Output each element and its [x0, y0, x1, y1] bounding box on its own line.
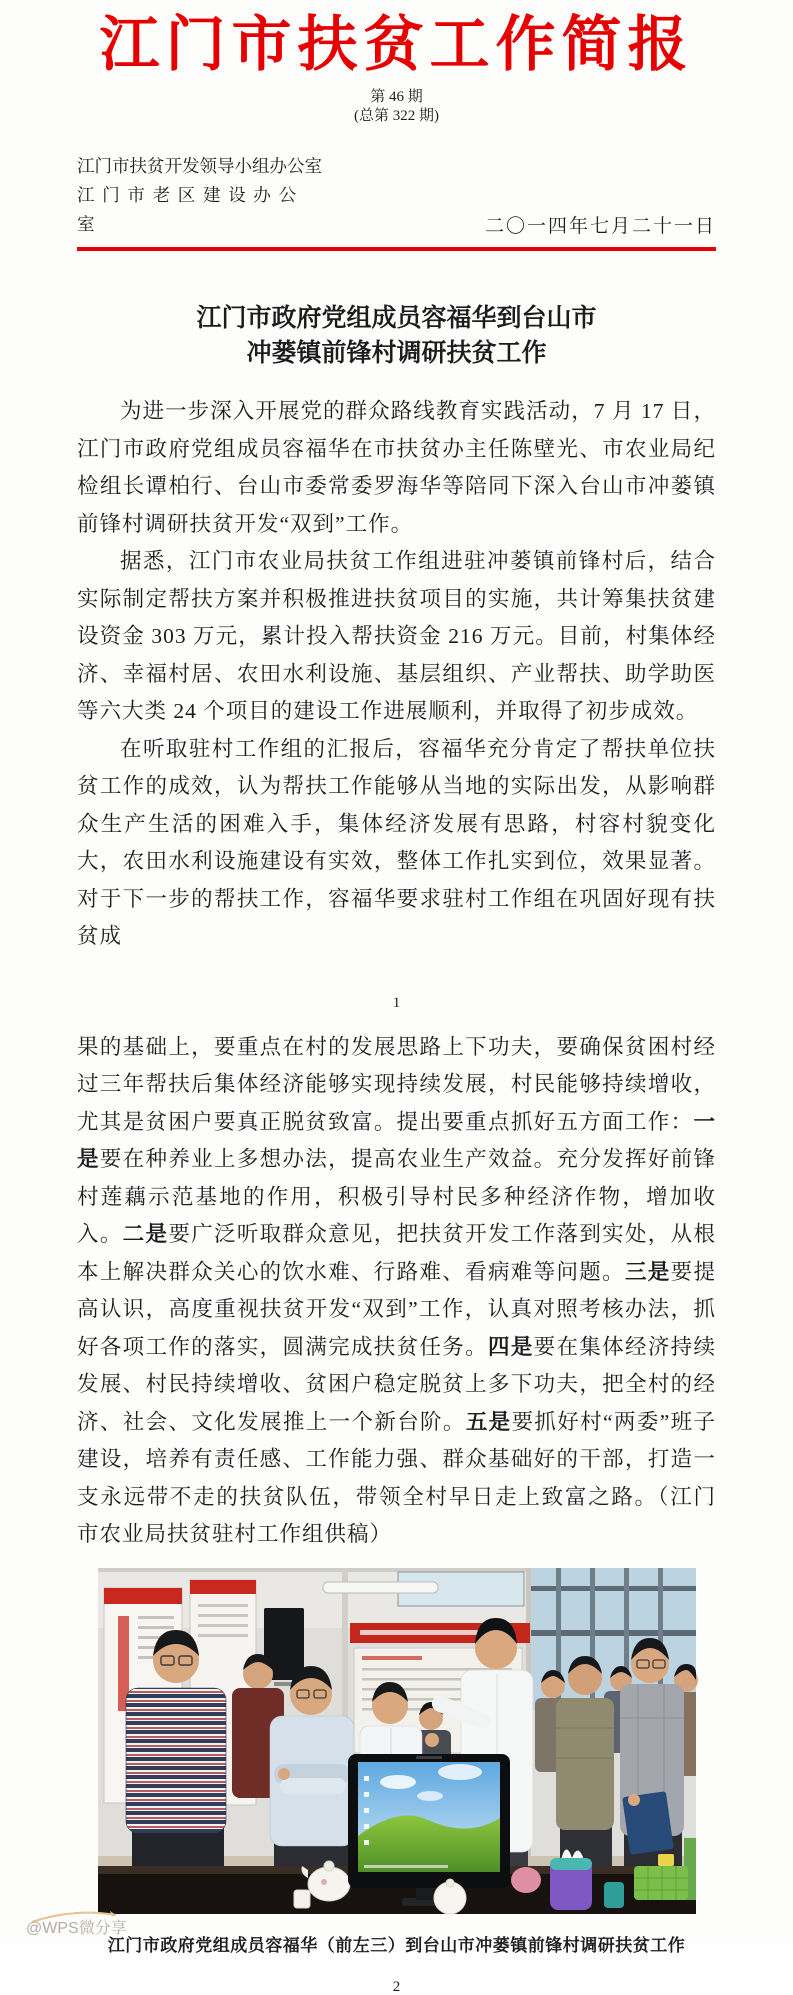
- watermark-label: @WPS微分享: [26, 1920, 127, 1937]
- photo-wrap: [77, 1568, 716, 1919]
- paragraph: 据悉，江门市农业局扶贫工作组进驻冲蒌镇前锋村后，结合实际制定帮扶方案并积极推进扶贫项目的实施，共计筹集扶贫建设资金 303 万元，累计投入帮扶资金 216 万元。目前，村集体经济、幸福村居、农田水利设施、基层组织、产业帮扶、助学助医等六大类 24 个项目的建设工作进展顺利，并取得了初步成效。: [77, 549, 716, 723]
- fluorescent-light: [323, 1582, 438, 1593]
- page-number-2: 2: [392, 1978, 401, 1995]
- masthead-title: 江门市扶贫工作简报: [99, 12, 694, 78]
- paragraph: 在听取驻村工作组的汇报后，容福华充分肯定了帮扶单位扶贫工作的成效，认为帮扶工作能够从当地的实际出发，从影响群众生产生活的困难入手，集体经济发展有思路，村容村貌变化大，农田水利设施建设有实效，整体工作扎实到位，效果显著。对于下一步的帮扶工作，容福华要求驻村工作组在巩固好现有扶贫成: [77, 736, 716, 948]
- news-photo: [98, 1568, 696, 1914]
- article-body-page2: [77, 1029, 716, 1554]
- paragraph: 为进一步深入开展党的群众路线教育实践活动，7 月 17 日，江门市政府党组成员容福华在市扶贫办主任陈壁光、市农业局纪检组长谭柏行、台山市委常委罗海华等陪同下深入台山市冲蒌镇前锋村调研扶贫开发“双到”工作。: [77, 399, 716, 536]
- teacup: [294, 1890, 310, 1908]
- pink-item: [511, 1867, 541, 1893]
- issue-number: 第 46 期: [370, 89, 423, 105]
- article-body-page1: [77, 393, 716, 956]
- issue-date: 二〇一四年七月二十一日: [484, 216, 716, 237]
- photo-caption: 江门市政府党组成员容福华（前左三）到台山市冲蒌镇前锋村调研扶贫工作: [107, 1935, 686, 1955]
- issue-total: (总第 322 期): [354, 108, 439, 124]
- office-line-1: 江门市扶贫开发领导小组办公室: [77, 156, 322, 176]
- paragraph: 果的基础上，要重点在村的发展思路上下功夫，要确保贫困村经过三年帮扶后集体经济能够实现持续发展，村民能够持续增收，尤其是贫困户要真正脱贫致富。提出要重点抓好五方面工作：一是要在种养业上多想办法，提高农业生产效益。充分发挥好前锋村莲藕示范基地的作用，积极引导村民多种经济作物，增加收入。二是要广泛听取群众意见，把扶贫开发工作落到实处，从根本上解决群众关心的饮水难、行路难、看病难等问题。三是要提高认识，高度重视扶贫开发“双到”工作，认真对照考核办法，抓好各项工作的落实，圆满完成扶贫任务。四是要在集体经济持续发展、村民持续增收、贫困户稳定脱贫上多下功夫，把全村的经济、社会、文化发展推上一个新台阶。五是要抓好村“两委”班子建设，培养有责任感、工作能力强、群众基础好的干部，打造一支永远带不走的扶贫队伍，带领全村早日走上致富之路。（江门市农业局扶贫驻村工作组供稿）: [77, 1034, 716, 1546]
- photo-illustration: [98, 1568, 696, 1914]
- wps-share-watermark: [26, 1908, 127, 1938]
- issuing-offices: [77, 152, 322, 239]
- tissue-cylinder: [550, 1849, 592, 1910]
- issue-block: [77, 88, 716, 126]
- masthead-meta: [77, 152, 716, 239]
- computer-monitor: [348, 1754, 510, 1906]
- page-number-1: 1: [392, 994, 401, 1011]
- masthead-rule: [77, 247, 716, 251]
- article-title: [77, 301, 716, 371]
- article-title-line1: 江门市政府党组成员容福华到台山市: [196, 305, 597, 332]
- teal-cup: [604, 1882, 624, 1908]
- office-line-2: 江门市老区建设办公室: [77, 185, 304, 234]
- article-title-line2: 冲蒌镇前锋村调研扶贫工作: [246, 340, 547, 367]
